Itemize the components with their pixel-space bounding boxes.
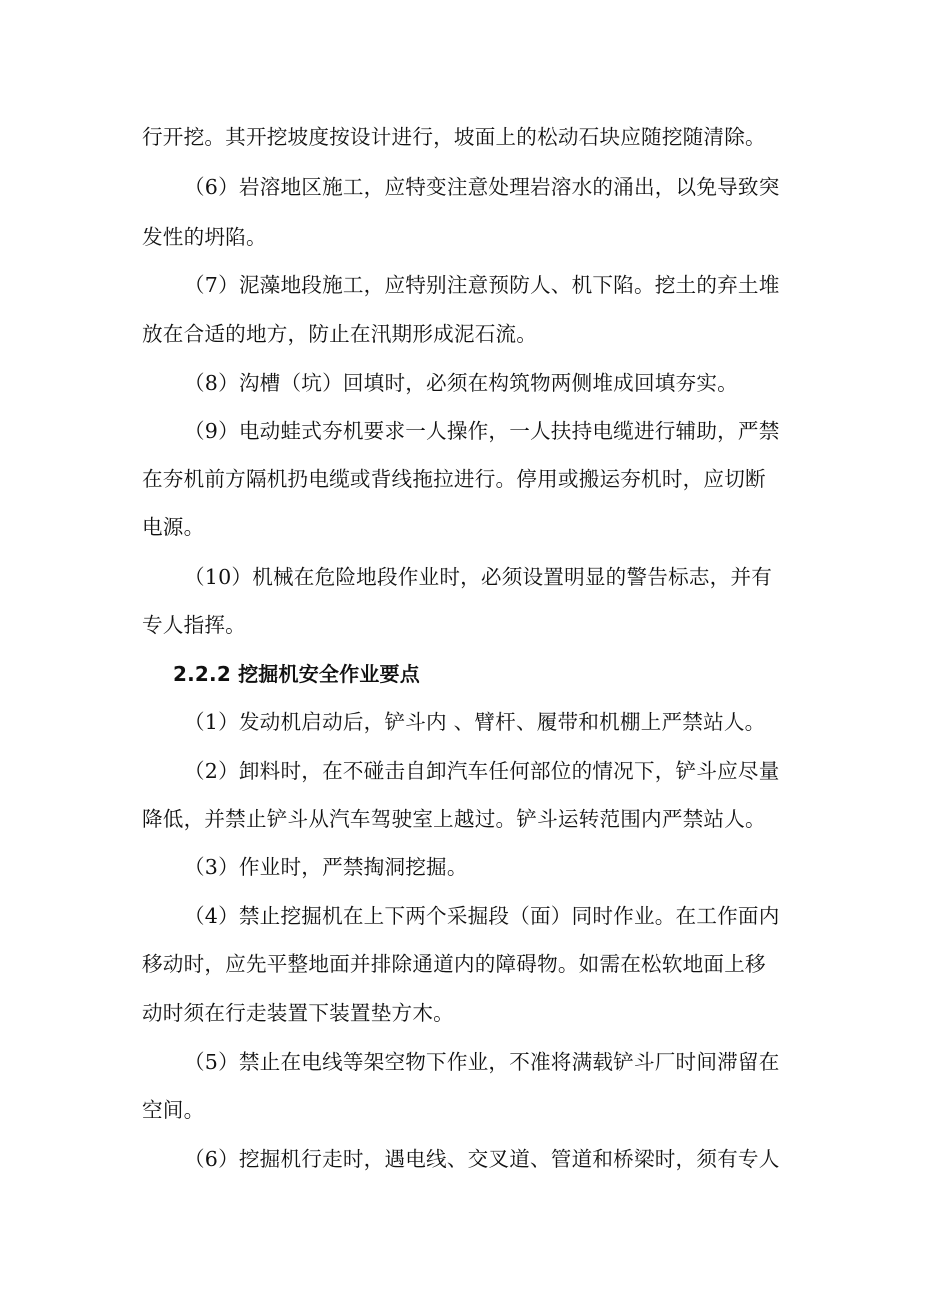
paragraph-line: 动时须在行走装置下装置垫方木。 — [142, 1001, 454, 1025]
paragraph-line: （2）卸料时，在不碰击自卸汽车任何部位的情况下，铲斗应尽量 — [184, 759, 780, 783]
paragraph-line: 移动时，应先平整地面并排除通道内的障碍物。如需在松软地面上移 — [142, 952, 766, 976]
paragraph-line: （6）挖掘机行走时，遇电线、交叉道、管道和桥梁时，须有专人 — [184, 1147, 780, 1171]
paragraph-line: 行开挖。其开挖坡度按设计进行，坡面上的松动石块应随挖随清除。 — [142, 125, 766, 149]
section-heading: 2.2.2 挖掘机安全作业要点 — [173, 662, 420, 686]
paragraph-line: 专人指挥。 — [142, 613, 246, 637]
paragraph-line: （9）电动蛙式夯机要求一人操作，一人扶持电缆进行辅助，严禁 — [184, 419, 780, 443]
paragraph-line: 在夯机前方隔机扔电缆或背线拖拉进行。停用或搬运夯机时，应切断 — [142, 467, 766, 491]
paragraph-line: （6）岩溶地区施工，应特变注意处理岩溶水的涌出，以免导致突 — [184, 175, 780, 199]
paragraph-line: 降低，并禁止铲斗从汽车驾驶室上越过。铲斗运转范围内严禁站人。 — [142, 807, 766, 831]
paragraph-line: 发性的坍陷。 — [142, 225, 267, 249]
paragraph-line: （1）发动机启动后，铲斗内 、臂杆、履带和机棚上严禁站人。 — [184, 710, 766, 734]
paragraph-line: 电源。 — [142, 515, 205, 539]
paragraph-line: （7）泥藻地段施工，应特别注意预防人、机下陷。挖土的弃土堆 — [184, 273, 780, 297]
paragraph-line: 空间。 — [142, 1098, 205, 1122]
paragraph-line: （3）作业时，严禁掏洞挖掘。 — [184, 855, 468, 879]
paragraph-line: 放在合适的地方，防止在汛期形成泥石流。 — [142, 322, 538, 346]
paragraph-line: （8）沟槽（坑）回填时，必须在构筑物两侧堆成回填夯实。 — [184, 371, 738, 395]
paragraph-line: （10）机械在危险地段作业时，必须设置明显的警告标志，并有 — [184, 565, 773, 589]
paragraph-line: （5）禁止在电线等架空物下作业，不准将满载铲斗厂时间滞留在 — [184, 1050, 780, 1074]
paragraph-line: （4）禁止挖掘机在上下两个采掘段（面）同时作业。在工作面内 — [184, 904, 780, 928]
